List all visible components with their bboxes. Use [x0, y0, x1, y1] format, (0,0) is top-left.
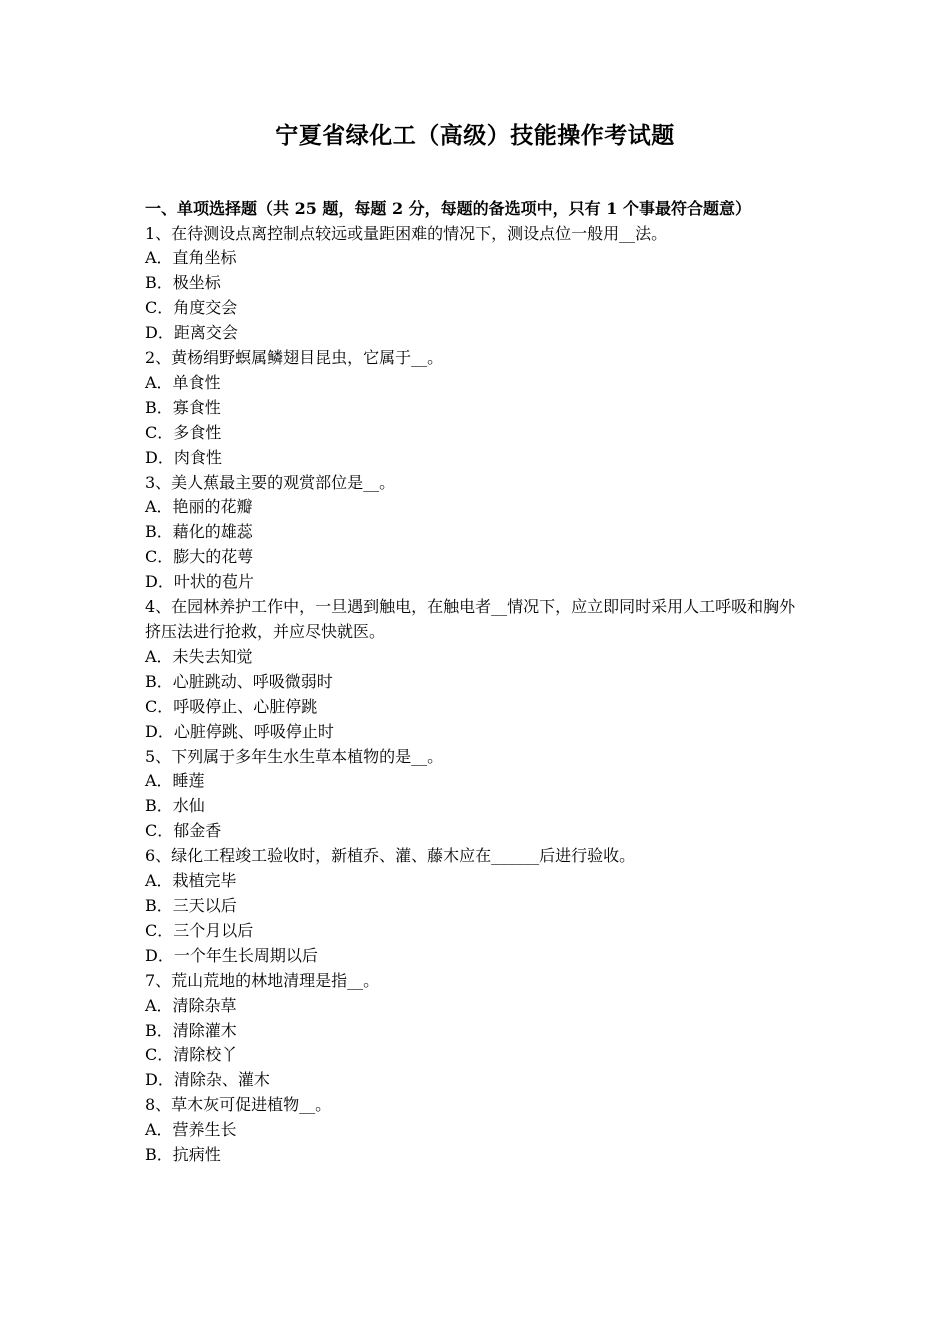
question-option: B．极坐标 [145, 273, 221, 293]
question-stem: 1、在待测设点离控制点较远或量距困难的情况下，测设点位一般用__法。 [145, 223, 668, 243]
question-stem: 6、绿化工程竣工验收时，新植乔、灌、藤木应在______后进行验收。 [145, 846, 636, 866]
question-stem: 5、下列属于多年生水生草本植物的是__。 [145, 746, 444, 766]
question-stem: 2、黄杨绢野螟属鳞翅目昆虫，它属于__。 [145, 348, 444, 368]
question-option: D．距离交会 [145, 323, 238, 343]
question-stem: 7、荒山荒地的林地清理是指__。 [145, 970, 380, 990]
section-heading: 一、单项选择题（共 25 题，每题 2 分，每题的备选项中，只有 1 个事最符合题意） [145, 199, 751, 218]
question-option: B．藉化的雄蕊 [145, 522, 253, 542]
question-option: A．清除杂草 [145, 995, 237, 1015]
question-option: A．睡莲 [145, 771, 205, 791]
question-option: B．清除灌木 [145, 1020, 237, 1040]
question-option: B．心脏跳动、呼吸微弱时 [145, 671, 333, 691]
question-option: A．未失去知觉 [145, 646, 253, 666]
question-option: A．单食性 [145, 372, 221, 392]
question-option: B．寡食性 [145, 397, 221, 417]
document-body [145, 197, 810, 1168]
question-option: D．心脏停跳、呼吸停止时 [145, 721, 334, 741]
question-option: D．一个年生长周期以后 [145, 945, 318, 965]
question-option: B．抗病性 [145, 1145, 221, 1165]
question-option: C．角度交会 [145, 298, 238, 318]
question-option: B．三天以后 [145, 895, 237, 915]
question-option: A．艳丽的花瓣 [145, 497, 253, 517]
question-option: D．清除杂、灌木 [145, 1070, 270, 1090]
question-option: C．多食性 [145, 422, 222, 442]
document-title: 宁夏省绿化工（高级）技能操作考试题 [275, 122, 675, 149]
question-stem: 8、草木灰可促进植物__。 [145, 1095, 332, 1115]
question-option: A．栽植完毕 [145, 871, 237, 891]
question-option: C．膨大的花萼 [145, 547, 254, 567]
question-stem: 4、在园林养护工作中，一旦遇到触电，在触电者__情况下，应立即同时采用人工呼吸和胸外挤压法进行抢救，并应尽快就医。 [145, 597, 796, 641]
question-option: D．叶状的苞片 [145, 572, 254, 592]
question-option: D．肉食性 [145, 447, 222, 467]
question-option: C．清除校丫 [145, 1045, 238, 1065]
question-option: A．营养生长 [145, 1120, 237, 1140]
question-option: A．直角坐标 [145, 248, 237, 268]
question-option: B．水仙 [145, 796, 205, 816]
question-option: C．郁金香 [145, 821, 222, 841]
question-stem: 3、美人蕉最主要的观赏部位是__。 [145, 472, 396, 492]
question-option: C．三个月以后 [145, 920, 254, 940]
question-option: C．呼吸停止、心脏停跳 [145, 696, 318, 716]
